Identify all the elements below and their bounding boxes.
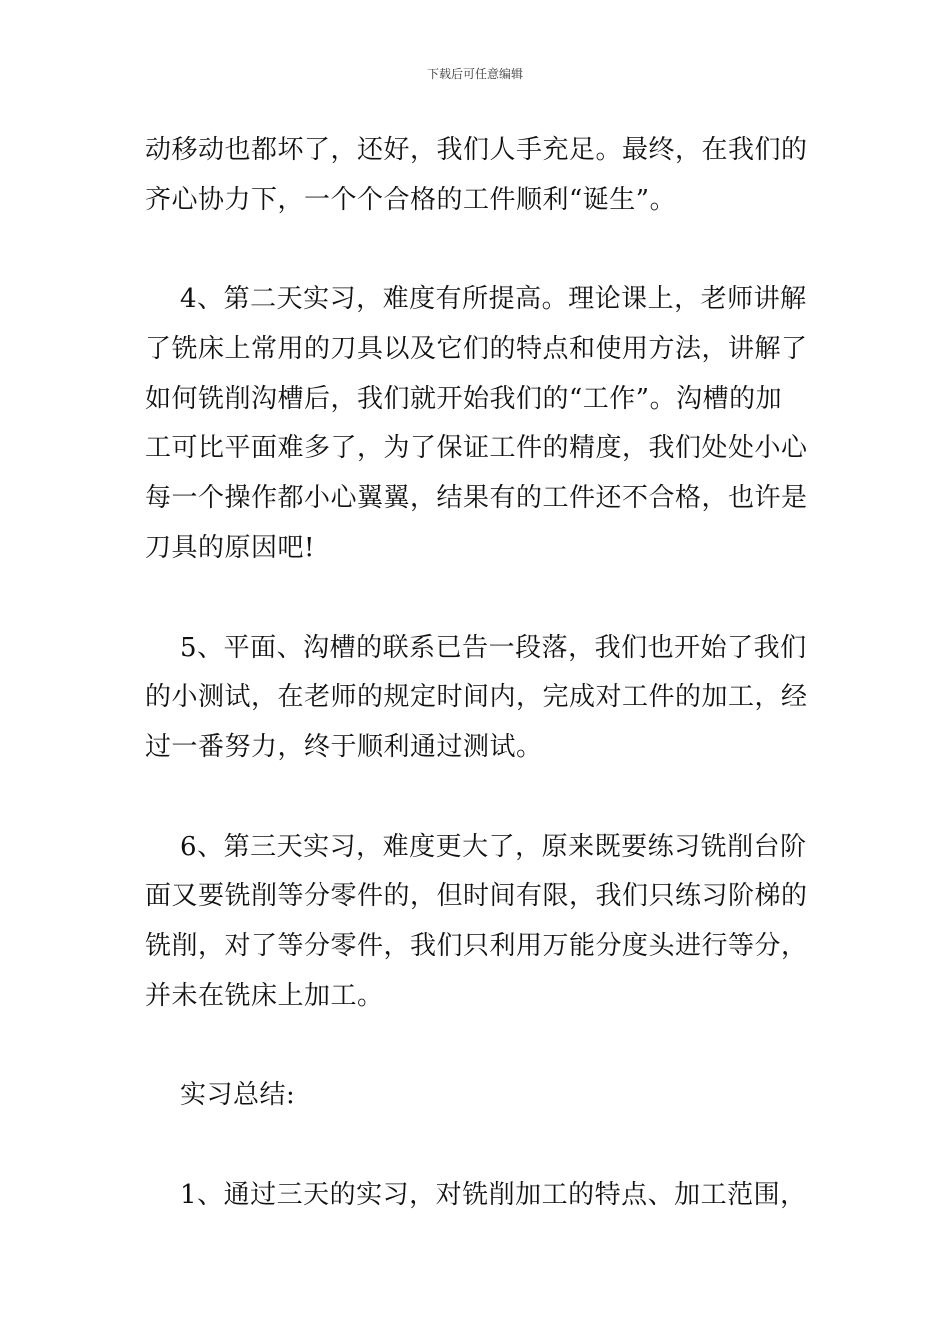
text-line: 了铣床上常用的刀具以及它们的特点和使用方法，讲解了	[145, 334, 808, 365]
text-line: 4、第二天实习，难度有所提高。理论课上，老师讲解	[145, 284, 807, 315]
paragraph-gap	[145, 225, 810, 275]
paragraph-gap	[145, 1121, 810, 1171]
text-line: 的小测试，在老师的规定时间内，完成对工件的加工，经	[145, 682, 808, 713]
paragraph-gap	[145, 1021, 810, 1071]
text-line: 过一番努力，终于顺利通过测试。	[145, 731, 543, 762]
text-line: 6、第三天实习，难度更大了，原来既要练习铣削台阶	[145, 831, 807, 862]
paragraph-continued	[145, 126, 810, 225]
text-line: 5、平面、沟槽的联系已告一段落，我们也开始了我们	[145, 632, 807, 663]
text-line: 面又要铣削等分零件的，但时间有限，我们只练习阶梯的	[145, 881, 808, 912]
paragraph-gap	[145, 773, 810, 823]
paragraph-gap	[145, 574, 810, 624]
text-line: 工可比平面难多了，为了保证工件的精度，我们处处小心	[145, 433, 808, 464]
page-header-note: 下载后可任意编辑	[426, 67, 523, 81]
paragraph-day-two	[145, 275, 810, 573]
section-heading-summary	[145, 1071, 810, 1121]
text-line: 并未在铣床上加工。	[145, 980, 384, 1011]
document-body	[145, 126, 810, 1221]
text-line: 1、通过三天的实习，对铣削加工的特点、加工范围，	[145, 1180, 807, 1210]
text-line: 实习总结:	[145, 1080, 296, 1111]
text-line: 刀具的原因吧!	[145, 532, 315, 563]
paragraph-day-three	[145, 823, 810, 1022]
text-line: 每一个操作都小心翼翼，结果有的工件还不合格，也许是	[145, 483, 808, 514]
text-line: 铣削，对了等分零件，我们只利用万能分度头进行等分，	[145, 930, 808, 961]
text-line: 如何铣削沟槽后，我们就开始我们的“工作”。沟槽的加	[145, 383, 783, 414]
paragraph-test	[145, 624, 810, 773]
text-line: 动移动也都坏了，还好，我们人手充足。最终，在我们的	[145, 135, 808, 165]
paragraph-summary-one	[145, 1171, 810, 1221]
text-line: 齐心协力下，一个个合格的工件顺利“诞生”。	[145, 184, 677, 215]
